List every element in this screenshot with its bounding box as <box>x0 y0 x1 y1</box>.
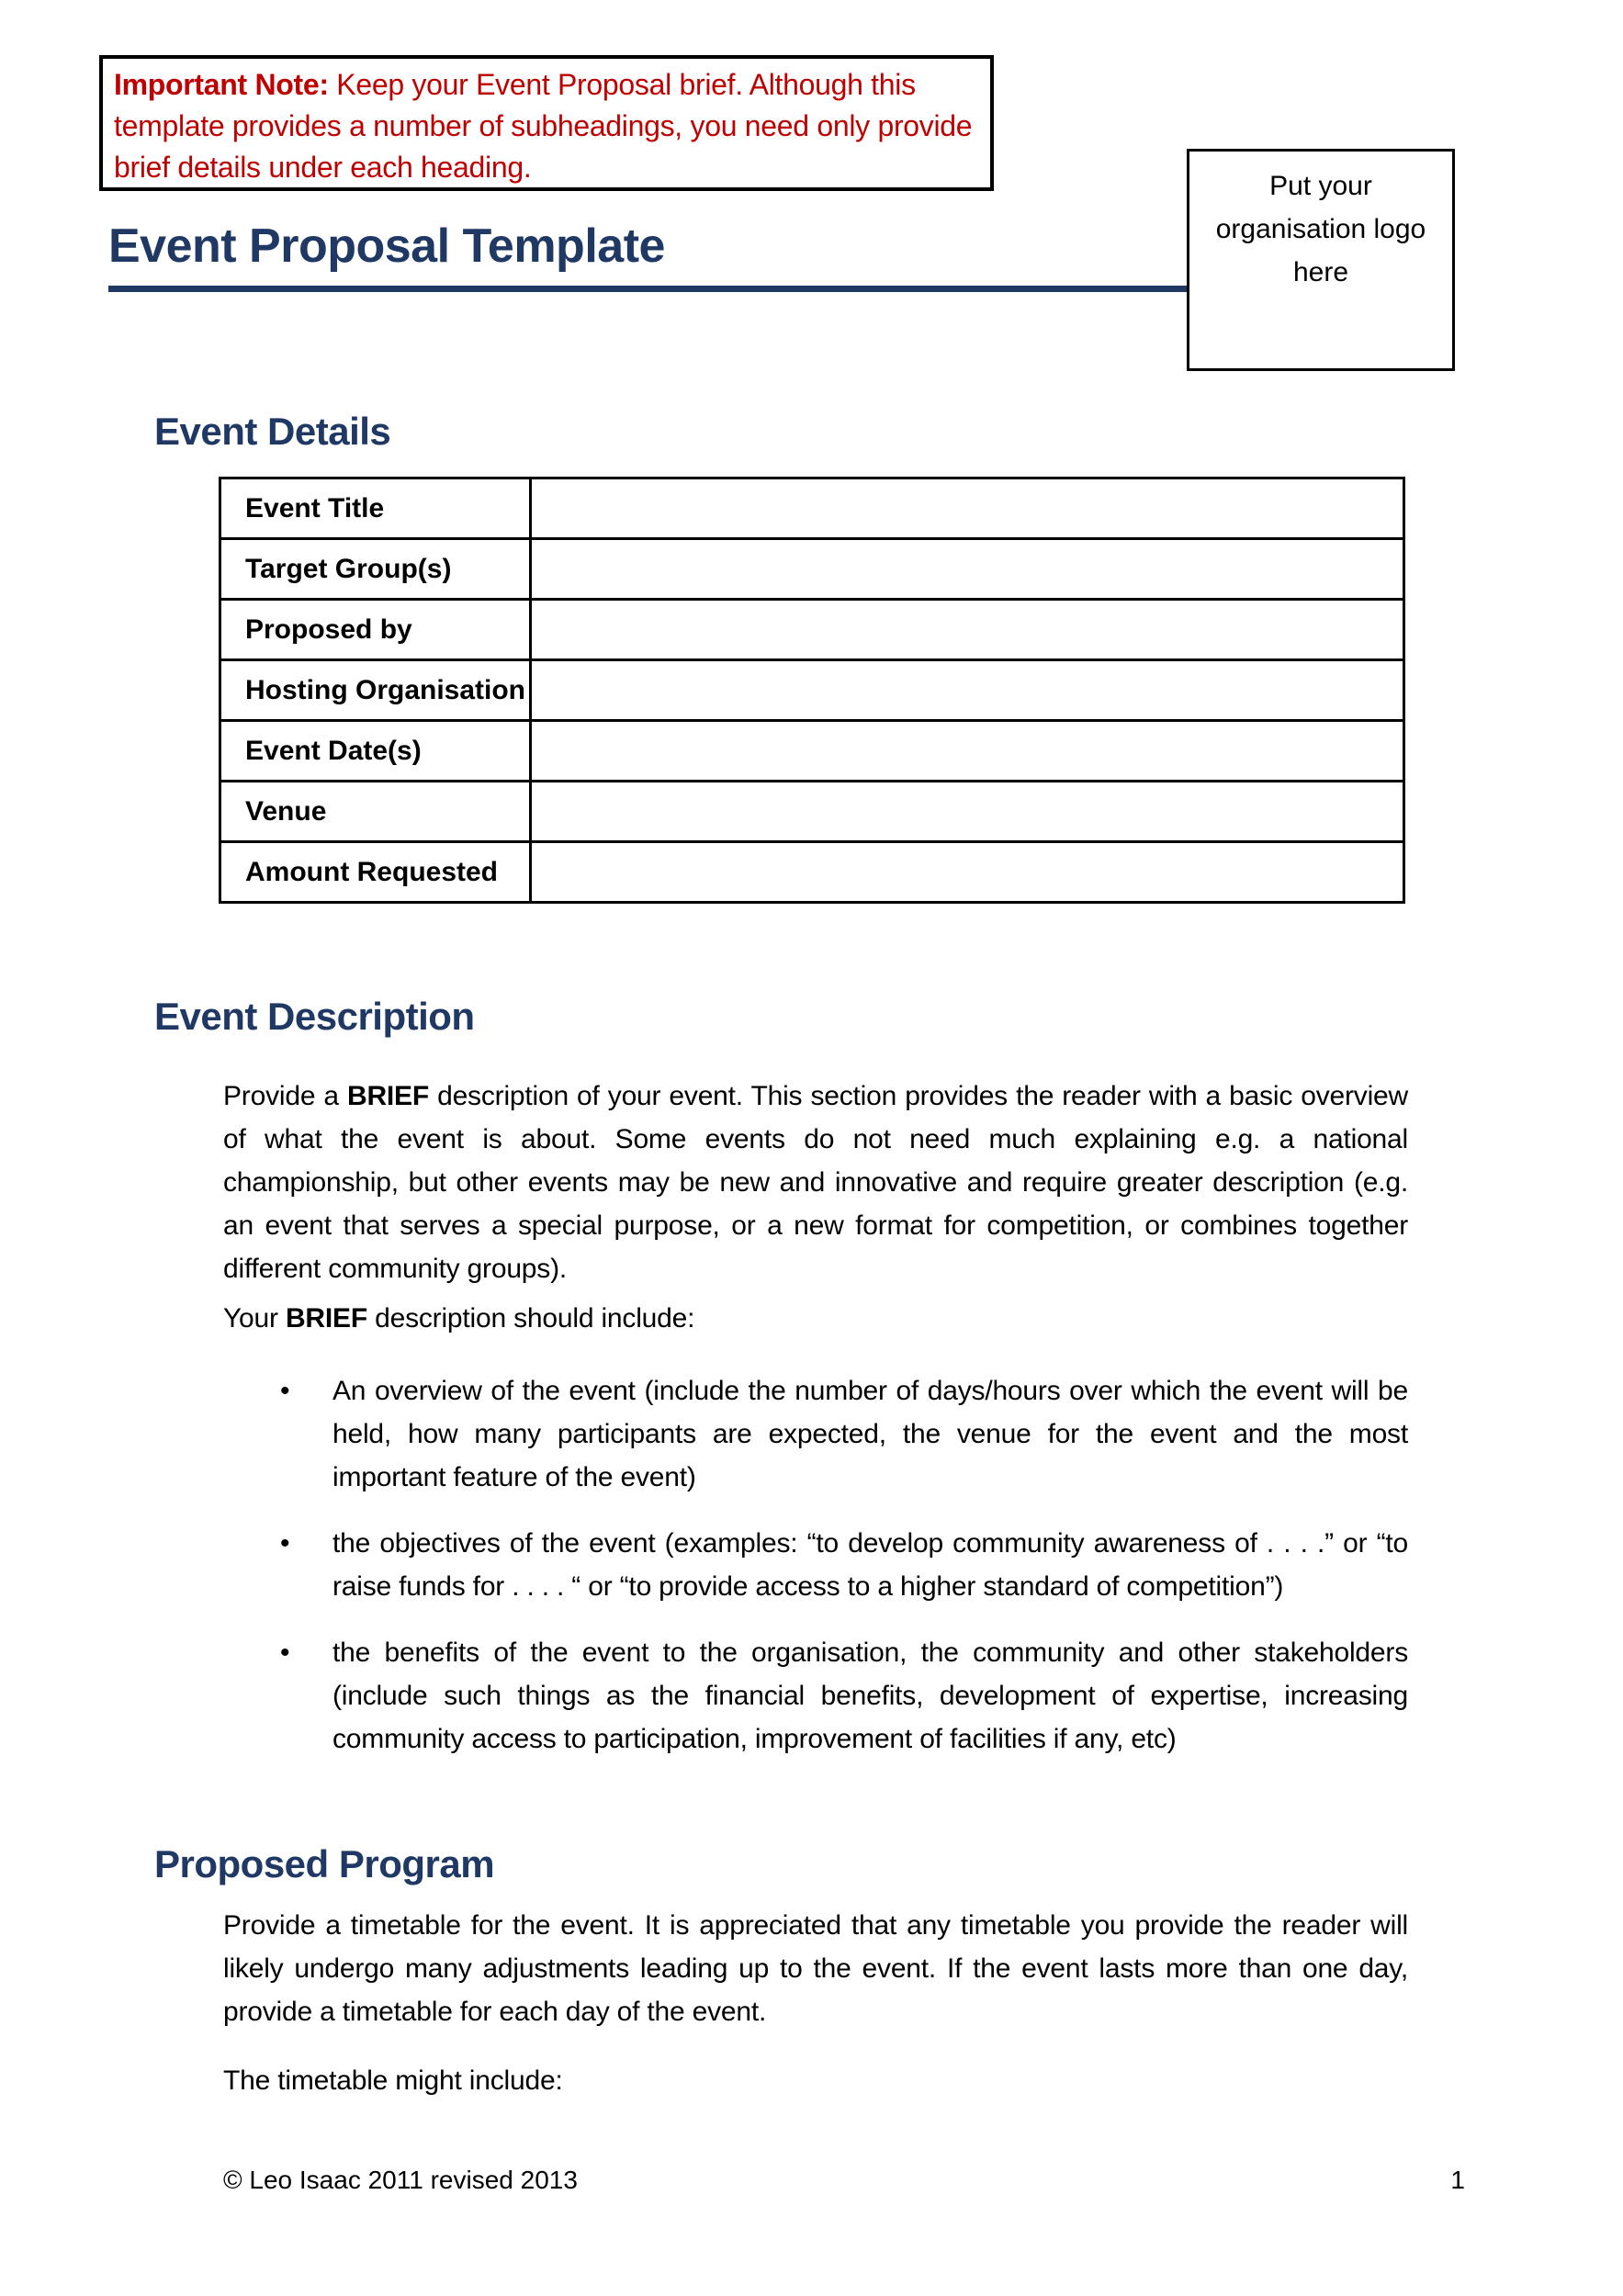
bullet-icon: • <box>280 1528 290 1559</box>
row-label-target-groups: Target Group(s) <box>220 539 531 600</box>
bullet-text-overview: An overview of the event (include the number of days/hours over which the event will be held, how many participants are expected, the venue for the event and the most important feature of the event) <box>332 1376 1408 1492</box>
row-label-event-title: Event Title <box>220 478 531 539</box>
row-label-amount-requested: Amount Requested <box>220 842 531 903</box>
paragraph-text: description should include: <box>366 1303 695 1334</box>
row-label-venue: Venue <box>220 782 531 842</box>
list-item <box>223 1369 1408 1499</box>
page-title: Event Proposal Template <box>108 219 665 273</box>
event-details-table <box>219 477 1405 904</box>
paragraph-text: Your <box>223 1303 286 1334</box>
row-value-event-title[interactable] <box>531 478 1404 539</box>
important-note-text: Keep your Event Proposal brief. Although this template provides a number of subheadings, you need only provide brief details under each heading. <box>114 68 973 184</box>
description-bullet-list <box>223 1369 1408 1784</box>
logo-placeholder-box <box>1187 149 1455 371</box>
row-label-event-dates: Event Date(s) <box>220 721 531 782</box>
table-row <box>220 539 1404 600</box>
paragraph-text: description of your event. This section provides the reader with a basic overview of what the event is about. Some events do not need much explaining e.g. a national championship, but other events may be new and innovative and require greater description (e.g. an event that serves a special purpose, or a new format for competition, or combines together different community groups). <box>223 1081 1408 1284</box>
paragraph-text: Provide a <box>223 1081 347 1111</box>
table-row <box>220 478 1404 539</box>
row-value-event-dates[interactable] <box>531 721 1404 782</box>
list-item <box>223 1631 1408 1761</box>
title-underline <box>108 286 1187 292</box>
proposed-program-paragraph: Provide a timetable for the event. It is appreciated that any timetable you provide the reader will likely undergo many adjustments leading up to the event. If the event lasts more than one day, provide a timetable for each day of the event. <box>223 1910 1408 2027</box>
table-row <box>220 660 1404 721</box>
row-value-venue[interactable] <box>531 782 1404 842</box>
brief-emphasis: BRIEF <box>346 1081 429 1111</box>
page-footer <box>223 2166 1465 2195</box>
description-include-lead-in <box>223 1297 1408 1340</box>
row-label-hosting-organisation: Hosting Organisation <box>220 660 531 721</box>
logo-placeholder-text: Put your organisation logo here <box>1215 171 1426 287</box>
section-heading-event-details: Event Details <box>154 410 391 453</box>
brief-emphasis: BRIEF <box>285 1303 367 1334</box>
row-value-amount-requested[interactable] <box>531 842 1404 903</box>
table-row <box>220 721 1404 782</box>
row-label-proposed-by: Proposed by <box>220 600 531 660</box>
bullet-icon: • <box>280 1638 290 1668</box>
page-number: 1 <box>1450 2166 1465 2194</box>
row-value-hosting-organisation[interactable] <box>531 660 1404 721</box>
section-heading-event-description: Event Description <box>154 995 475 1038</box>
list-item <box>223 1522 1408 1608</box>
event-description-paragraph <box>223 1075 1408 1290</box>
copyright-text: © Leo Isaac 2011 revised 2013 <box>223 2166 578 2194</box>
bullet-text-objectives: the objectives of the event (examples: “to develop community awareness of . . . .” or “to raise funds for . . . . “ or “to provide access to a higher standard of competition”) <box>332 1528 1408 1602</box>
timetable-lead-in: The timetable might include: <box>223 2065 563 2096</box>
row-value-target-groups[interactable] <box>531 539 1404 600</box>
important-note-label: Important Note: <box>114 68 329 101</box>
bullet-text-benefits: the benefits of the event to the organisation, the community and other stakeholders (include such things as the financial benefits, development of expertise, increasing community access to participation, improvement of facilities if any, etc) <box>332 1638 1408 1754</box>
row-value-proposed-by[interactable] <box>531 600 1404 660</box>
table-row <box>220 600 1404 660</box>
table-row <box>220 782 1404 842</box>
section-heading-proposed-program: Proposed Program <box>154 1842 495 1885</box>
table-row <box>220 842 1404 903</box>
bullet-icon: • <box>280 1376 290 1406</box>
important-note-box <box>99 55 994 191</box>
